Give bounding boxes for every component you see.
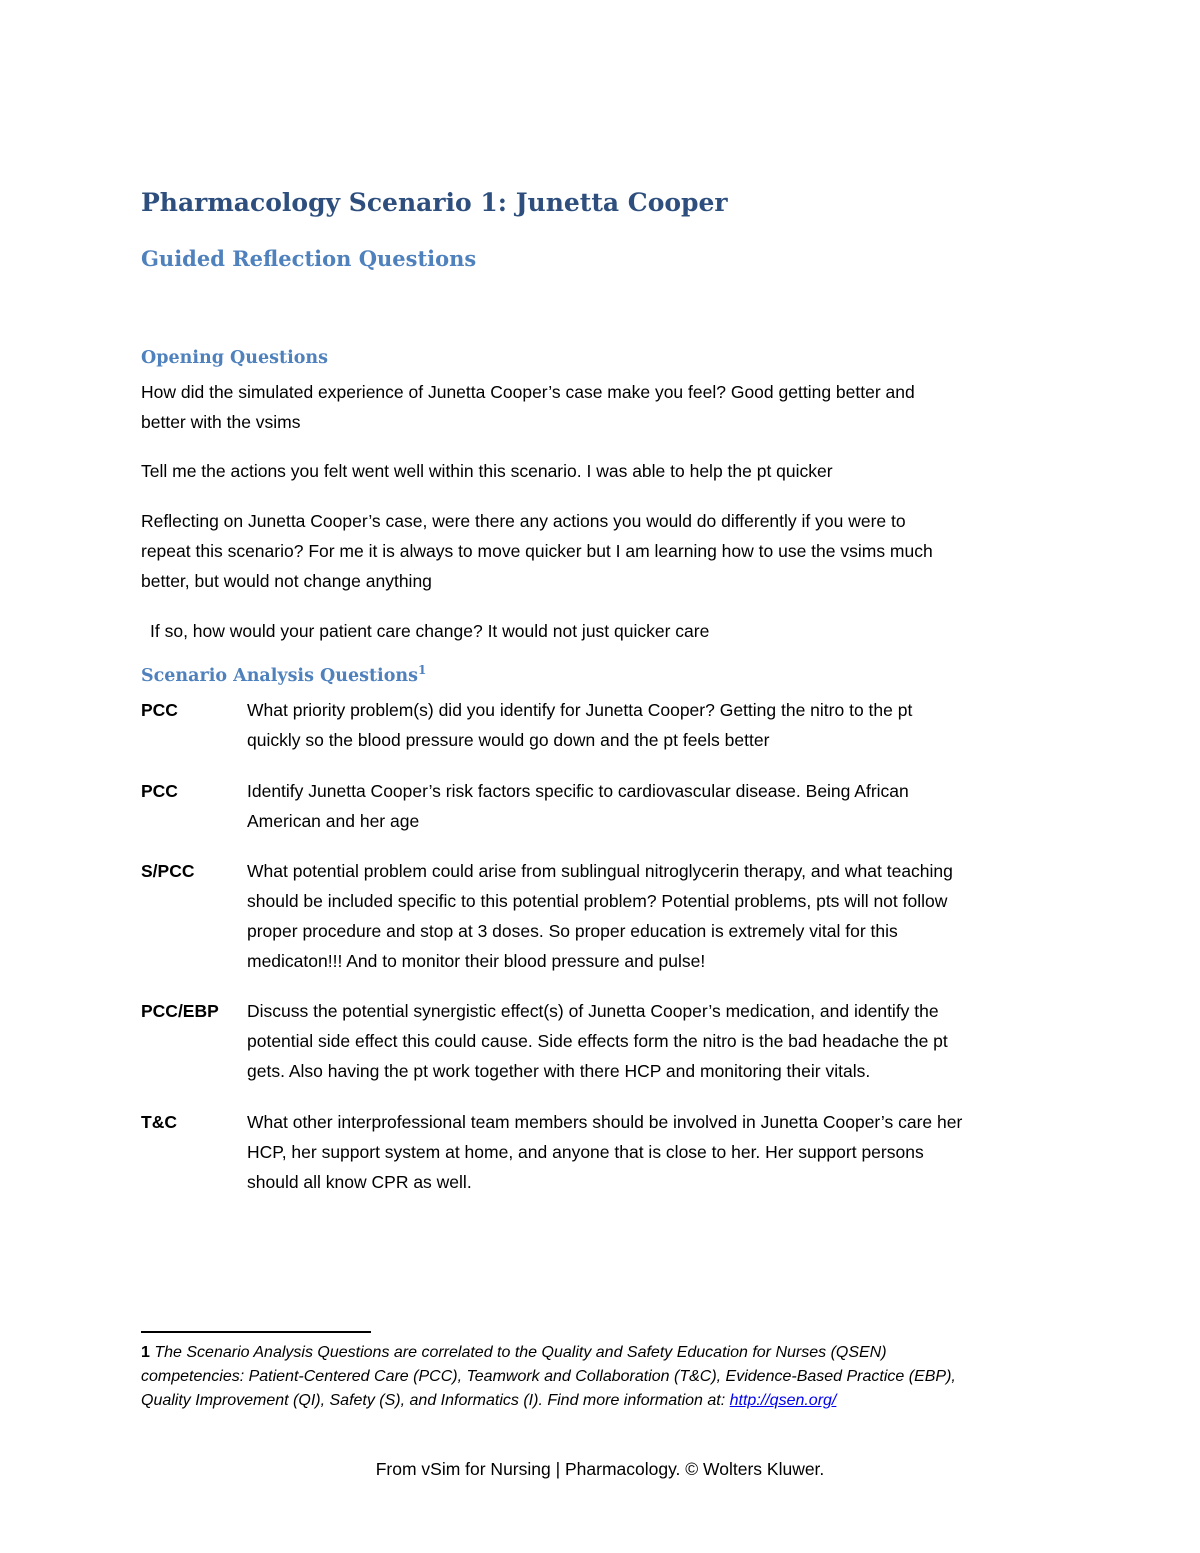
analysis-item-line: What potential problem could arise from sublingual nitroglycerin therapy, and what teaching xyxy=(247,861,953,881)
analysis-item-line: potential side effect this could cause. Side effects form the nitro is the bad headache the pt xyxy=(247,1031,948,1051)
competency-code: S/PCC xyxy=(141,861,195,881)
competency-code: PCC/EBP xyxy=(141,1001,219,1021)
qsen-link[interactable]: http://qsen.org/ xyxy=(729,1392,837,1409)
analysis-item-text xyxy=(247,856,1062,976)
opening-questions-heading: Opening Questions xyxy=(141,348,328,368)
analysis-item-line: What other interprofessional team members should be involved in Junetta Cooper’s care her xyxy=(247,1112,963,1132)
analysis-item-line: should be included specific to this potential problem? Potential problems, pts will not follow xyxy=(247,891,948,911)
analysis-item-text xyxy=(247,776,1062,836)
footnote-text: The Scenario Analysis Questions are correlated to the Quality and Safety Education for Nurses (QSEN) xyxy=(154,1344,887,1361)
analysis-item-line: Identify Junetta Cooper’s risk factors specific to cardiovascular disease. Being African xyxy=(247,781,909,801)
analysis-item-line: HCP, her support system at home, and anyone that is close to her. Her support persons xyxy=(247,1142,924,1162)
opening-question-1-line-1: How did the simulated experience of Junetta Cooper’s case make you feel? Good getting better and xyxy=(141,382,915,402)
competency-code: PCC xyxy=(141,781,178,801)
analysis-item-text xyxy=(247,695,1062,755)
scenario-analysis-heading-text: Scenario Analysis Questions xyxy=(141,666,418,686)
footnote-line-2: competencies: Patient-Centered Care (PCC), Teamwork and Collaboration (T&C), Evidence-Based Practice (EBP), xyxy=(141,1368,956,1385)
scenario-analysis-heading xyxy=(141,663,427,686)
opening-question-1-line-2: better with the vsims xyxy=(141,412,301,432)
opening-question-4: If so, how would your patient care change? It would not just quicker care xyxy=(150,621,710,641)
footnote-number: 1 xyxy=(141,1344,150,1361)
analysis-item-line: What priority problem(s) did you identify for Junetta Cooper? Getting the nitro to the pt xyxy=(247,700,913,720)
page-footer: From vSim for Nursing | Pharmacology. © Wolters Kluwer. xyxy=(375,1459,825,1479)
opening-question-2: Tell me the actions you felt went well within this scenario. I was able to help the pt quicker xyxy=(141,461,833,481)
analysis-item-line: Discuss the potential synergistic effect(s) of Junetta Cooper’s medication, and identify the xyxy=(247,1001,939,1021)
footnote-separator xyxy=(141,1331,371,1333)
opening-question-3-line-3: better, but would not change anything xyxy=(141,571,432,591)
footnote-line-3 xyxy=(141,1389,1041,1413)
opening-question-3 xyxy=(141,506,1061,596)
analysis-item-line: quickly so the blood pressure would go down and the pt feels better xyxy=(247,730,770,750)
footnote-reference[interactable]: 1 xyxy=(417,663,427,678)
document-title: Pharmacology Scenario 1: Junetta Cooper xyxy=(141,188,728,217)
footnote-text: Quality Improvement (QI), Safety (S), and Informatics (I). Find more information at: xyxy=(141,1392,730,1409)
analysis-item-line: American and her age xyxy=(247,811,420,831)
analysis-item-text xyxy=(247,996,1062,1086)
opening-question-3-line-1: Reflecting on Junetta Cooper’s case, were there any actions you would do differently if you were to xyxy=(141,511,906,531)
analysis-item-text xyxy=(247,1107,1062,1197)
opening-question-1 xyxy=(141,377,1061,437)
competency-code: PCC xyxy=(141,700,178,720)
footnote-line-1 xyxy=(141,1341,1041,1365)
competency-code: T&C xyxy=(141,1112,177,1132)
document-subtitle: Guided Reflection Questions xyxy=(141,246,477,271)
analysis-item-line: proper procedure and stop at 3 doses. So proper education is extremely vital for this xyxy=(247,921,898,941)
footnote xyxy=(141,1341,1041,1413)
analysis-item-line: should all know CPR as well. xyxy=(247,1172,472,1192)
opening-question-3-line-2: repeat this scenario? For me it is always to move quicker but I am learning how to use the vsims much xyxy=(141,541,933,561)
analysis-item-line: medicaton!!! And to monitor their blood pressure and pulse! xyxy=(247,951,706,971)
analysis-item-line: gets. Also having the pt work together with there HCP and monitoring their vitals. xyxy=(247,1061,871,1081)
